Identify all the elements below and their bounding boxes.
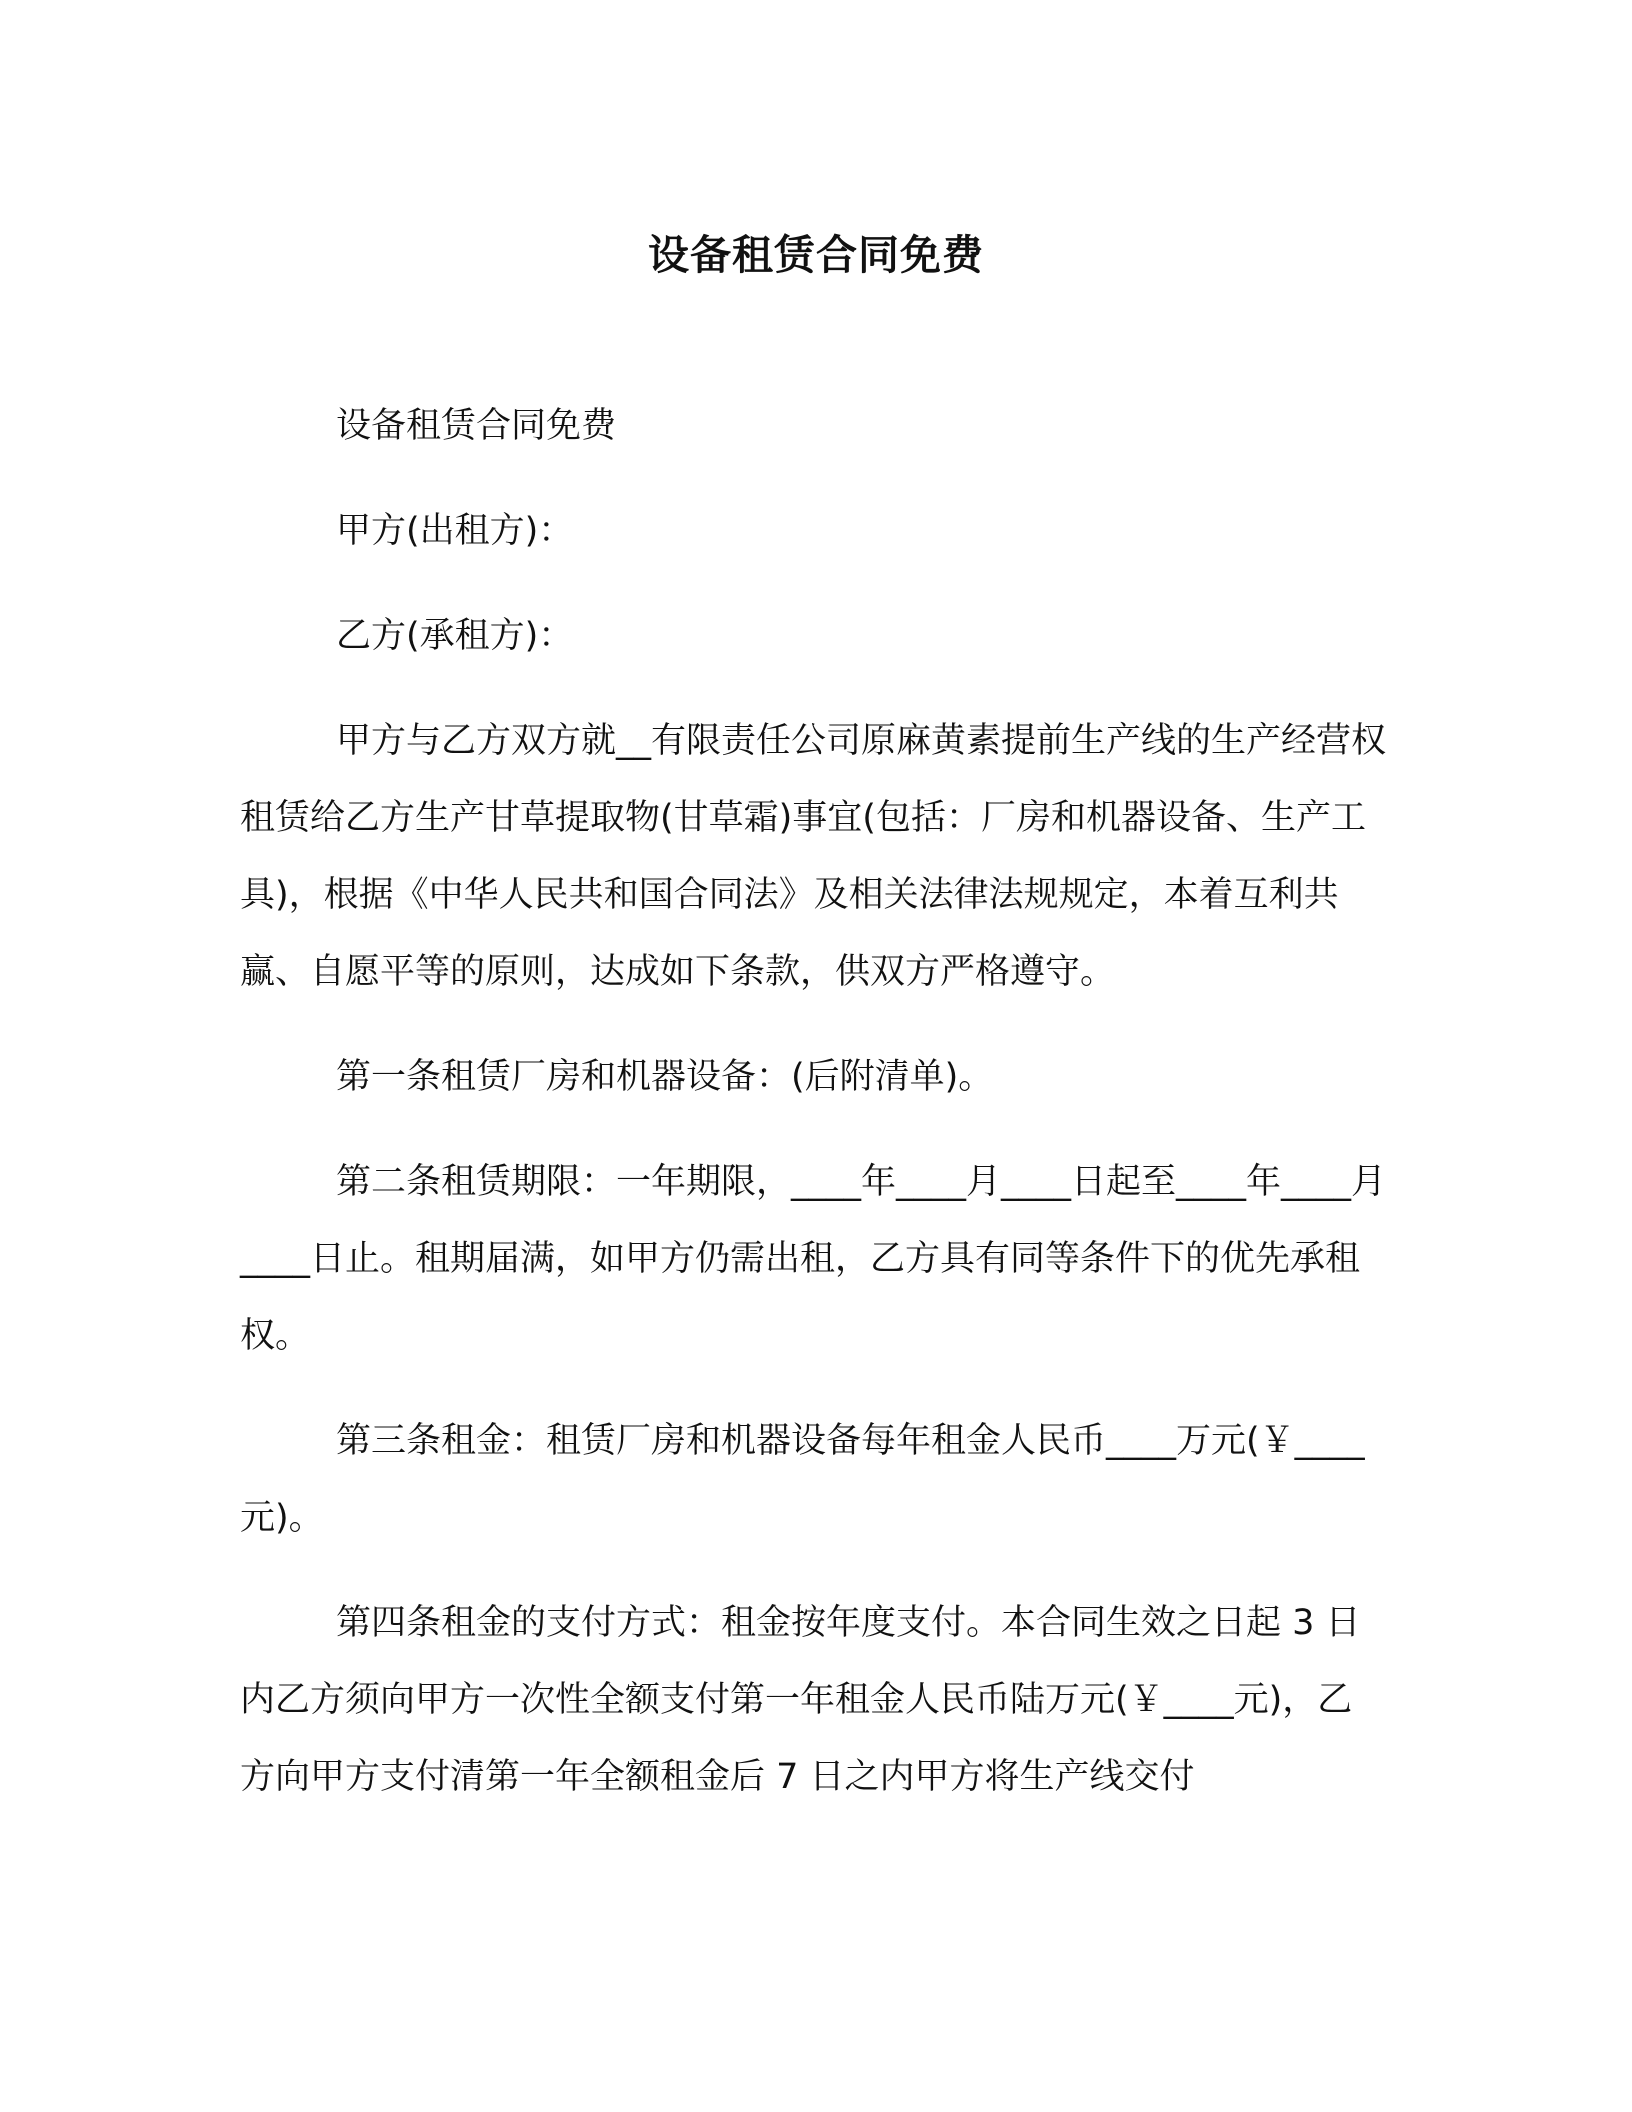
article-3-paragraph: 第三条租金：租赁厂房和机器设备每年租金人民币____万元(￥____元)。 <box>240 1421 1365 1538</box>
article-2-paragraph: 第二条租赁期限：一年期限，____年____月____日起至____年____月____日止。租期届满，如甲方仍需出租，乙方具有同等条件下的优先承租权。 <box>240 1162 1387 1356</box>
article-4-paragraph: 第四条租金的支付方式：租金按年度支付。本合同生效之日起 3 日内乙方须向甲方一次性全额支付第一年租金人民币陆万元(￥____元)，乙方向甲方支付清第一年全额租金后 7 日之内甲方将生产线交付 <box>240 1603 1361 1797</box>
article-1-paragraph: 第一条租赁厂房和机器设备：(后附清单)。 <box>336 1057 994 1097</box>
preamble-paragraph: 甲方与乙方双方就__有限责任公司原麻黄素提前生产线的生产经营权租赁给乙方生产甘草提取物(甘草霜)事宜(包括：厂房和机器设备、生产工具)，根据《中华人民共和国合同法》及相关法律法规规定，本着互利共赢、自愿平等的原则，达成如下条款，供双方严格遵守。 <box>240 721 1387 992</box>
party-b-line: 乙方(承租方)： <box>336 616 574 656</box>
document-body <box>240 388 1386 1844</box>
subtitle-paragraph: 设备租赁合同免费 <box>336 406 617 446</box>
document-title: 设备租赁合同免费 <box>648 231 984 279</box>
party-a-line: 甲方(出租方)： <box>336 511 574 551</box>
